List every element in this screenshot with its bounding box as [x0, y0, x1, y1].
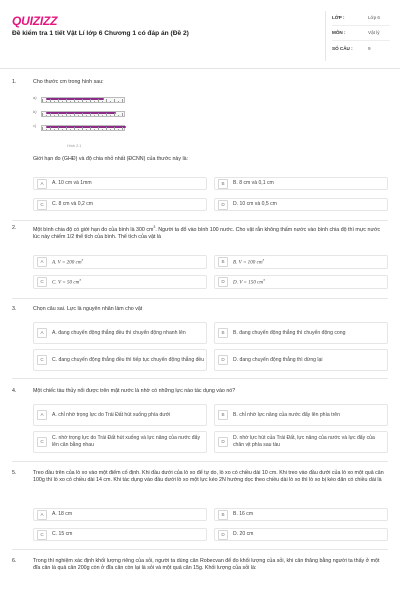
question-number: 6.	[12, 558, 17, 564]
ruler-tick	[82, 113, 83, 116]
question-text-start: Một bình chia độ có giới hạn đo của bình là 300 cm	[33, 226, 154, 233]
ruler-tick	[82, 99, 83, 102]
question-text: Trong thí nghiệm xác định khối lượng riêng của sỏi, người ta dùng cân Robecvan để đo khối lượng của sỏi, khi cân thăng bằng người ta thấy ở một đĩa cân là quả cân 200g còn ở đĩa cân còn lại là sỏi và một quả cân 15g. Khối lượng của sỏi là:	[33, 558, 380, 572]
ruler-tick	[70, 115, 71, 117]
ruler-tick	[78, 115, 79, 117]
option-text: A. 18 cm	[52, 511, 73, 518]
ruler-tick	[106, 99, 107, 102]
figure-label-b: b)	[33, 109, 37, 114]
ruler-tick	[66, 127, 67, 130]
ruler-tick	[106, 127, 107, 130]
option-key-b: B	[218, 410, 228, 420]
option-key-c: C	[37, 355, 47, 365]
ruler-tick	[82, 127, 83, 130]
option-key-d: D	[218, 530, 228, 540]
ruler-tick	[114, 113, 115, 116]
ruler-tick	[54, 115, 55, 117]
ruler-tick	[102, 101, 103, 103]
header-divider	[0, 68, 400, 69]
question-5	[12, 470, 388, 550]
option-key-a: A	[37, 328, 47, 338]
option-text: A. 10 cm và 1mm	[52, 180, 92, 187]
option-text: A. chỉ nhờ trọng lực do Trái Đất hút xuống phía dưới	[52, 411, 171, 418]
ruler-tick	[58, 113, 59, 116]
unit-exponent: 3	[79, 277, 82, 282]
ruler-tick	[66, 113, 67, 116]
figure-caption: Hình 2.1	[67, 144, 82, 148]
ruler-tick	[122, 127, 123, 130]
ruler-tick	[110, 129, 111, 131]
answer-option-a[interactable]	[33, 508, 207, 521]
ruler-tick	[58, 99, 59, 102]
option-formula: B. V = 100 cm	[233, 259, 263, 266]
option-text	[52, 258, 83, 266]
answer-option-c[interactable]	[33, 275, 207, 289]
question-divider	[12, 461, 388, 462]
meta-row-class	[332, 11, 390, 26]
ruler-tick	[118, 129, 119, 131]
page-title: Đề kiểm tra 1 tiết Vật Lí lớp 6 Chương 1 có đáp án (Đề 2)	[12, 30, 189, 37]
option-key-b: B	[218, 179, 228, 189]
answer-option-b[interactable]	[214, 508, 388, 521]
ruler-row-a	[33, 94, 125, 104]
option-formula: A. V = 200 cm	[52, 259, 82, 266]
ruler-tick	[90, 113, 91, 116]
option-text: C. đang chuyển động thẳng đều thì tiếp tục chuyển động thẳng đều	[52, 356, 205, 363]
ruler-tick	[74, 127, 75, 130]
question-number: 5.	[12, 470, 17, 476]
answer-option-a[interactable]	[33, 255, 207, 269]
option-key-d: D	[218, 277, 228, 287]
ruler-tick	[94, 115, 95, 117]
ruler-tick	[122, 99, 123, 102]
meta-subject-label: MÔN :	[332, 30, 346, 36]
ruler-tick	[54, 129, 55, 131]
ruler-tick	[94, 129, 95, 131]
question-text-end: . Người ta đổ vào bình 100 nước. Cho vật rắn không thấm nước vào bình chia độ thì mực nước lúc này chiếm 1/2 thể tích của bình. Thể tích của vật là	[33, 226, 381, 240]
ruler-tick	[110, 115, 111, 117]
answer-option-d[interactable]	[214, 528, 388, 541]
answer-option-b[interactable]	[214, 322, 388, 344]
answer-option-c[interactable]	[33, 198, 207, 211]
question-6	[12, 558, 388, 598]
ruler-tick	[102, 129, 103, 131]
option-text: C. 15 cm	[52, 531, 73, 538]
question-text: Một chiếc tàu thủy nổi được trên mặt nước là nhờ có những lực nào tác dụng vào nó?	[33, 388, 236, 394]
answer-option-a[interactable]	[33, 322, 207, 344]
option-text: A. đang chuyển động thẳng đều thì chuyển động nhanh lên	[52, 329, 186, 336]
ruler-tick	[62, 115, 63, 117]
ruler-tick	[78, 101, 79, 103]
answer-option-d[interactable]	[214, 275, 388, 289]
ruler-tick	[42, 99, 43, 102]
question-text: Treo đầu trên của lò xo vào một điểm cố định. Khi đầu dưới của lò xo để tự do, lò xo có chiều dài 10 cm. Khi treo vào đầu dưới của lò xo một quả cân 100g thì lò xo có chiều dài 14 cm. Khi tác dụng vào đầu dưới lò xo một lực kéo 2N hướng dọc theo chiều dài lò xo thì lò xo bị kéo dãn có chiều dài là	[33, 470, 384, 484]
ruler-tick	[90, 99, 91, 102]
option-text: B. 16 cm	[233, 511, 254, 518]
question-text: Chọn câu sai. Lực là nguyên nhân làm cho vật	[33, 306, 143, 312]
meta-info-box	[325, 11, 390, 61]
ruler-tick	[42, 127, 43, 130]
answer-option-b[interactable]	[214, 177, 388, 190]
option-text: C. nhờ trọng lực do Trái Đất hút xuống và lực nâng của nước đẩy lên cân bằng nhau	[52, 435, 201, 448]
option-key-b: B	[218, 510, 228, 520]
option-key-c: C	[37, 437, 47, 447]
answer-option-b[interactable]	[214, 255, 388, 269]
option-formula: C. V = 50 cm	[52, 279, 80, 286]
option-formula: D. V = 150 cm	[233, 279, 264, 286]
ruler-tick	[50, 113, 51, 116]
meta-class-value: Lớp 6	[368, 15, 380, 21]
option-key-a: A	[37, 410, 47, 420]
answer-option-c[interactable]	[33, 431, 207, 453]
answer-option-a[interactable]	[33, 404, 207, 426]
option-key-d: D	[218, 355, 228, 365]
option-key-b: B	[218, 257, 228, 267]
ruler-figure	[33, 94, 125, 154]
ruler-tick	[46, 129, 47, 131]
option-key-a: A	[37, 510, 47, 520]
option-text	[233, 258, 264, 266]
ruler-tick	[62, 129, 63, 131]
figure-label-c: c)	[33, 123, 37, 128]
ruler-tick	[70, 129, 71, 131]
answer-option-b[interactable]	[214, 404, 388, 426]
answer-option-d[interactable]	[214, 431, 388, 453]
option-text: D. đang chuyển động thẳng thì dừng lại	[233, 356, 323, 363]
ruler-tick	[114, 127, 115, 130]
quizizz-logo: QUIZIZZ	[12, 14, 58, 28]
option-key-d: D	[218, 437, 228, 447]
question-text: Giới hạn đo (GHĐ) và độ chia nhỏ nhất (ĐCNN) của thước này là:	[33, 156, 189, 162]
ruler-tick	[50, 99, 51, 102]
answer-option-d[interactable]	[214, 198, 388, 211]
ruler-image	[41, 125, 125, 131]
ruler-tick	[62, 101, 63, 103]
ruler-tick	[86, 101, 87, 103]
option-key-c: C	[37, 200, 47, 210]
ruler-tick	[118, 115, 119, 117]
option-text: B. 8 cm và 0,1 cm	[233, 180, 274, 187]
option-text: D. nhờ lực hút của Trái Đất, lực nâng của nước và lực đẩy của chân vịt phía sau tàu	[233, 435, 375, 448]
question-divider	[12, 220, 388, 221]
option-text	[52, 278, 81, 286]
option-key-a: A	[37, 257, 47, 267]
ruler-tick	[98, 127, 99, 130]
figure-label-a: a)	[33, 95, 37, 100]
ruler-tick	[74, 113, 75, 116]
question-3	[12, 306, 388, 386]
pencil-image	[46, 98, 104, 100]
option-text: B. đang chuyển động thẳng thì chuyển động cong	[233, 329, 346, 336]
ruler-image	[41, 97, 125, 103]
option-key-c: C	[37, 530, 47, 540]
ruler-tick	[110, 101, 111, 103]
ruler-row-c	[33, 122, 125, 132]
meta-row-subject	[332, 26, 390, 41]
answer-option-d[interactable]	[214, 349, 388, 371]
question-text	[33, 225, 385, 241]
ruler-tick	[78, 129, 79, 131]
meta-subject-value: Vật lý	[368, 30, 380, 36]
option-key-b: B	[218, 328, 228, 338]
unit-exponent: 3	[262, 257, 265, 262]
answer-option-c[interactable]	[33, 528, 207, 541]
ruler-tick	[106, 113, 107, 116]
ruler-tick	[90, 127, 91, 130]
ruler-tick	[98, 113, 99, 116]
question-divider	[12, 298, 388, 299]
unit-exponent: 3	[263, 277, 265, 282]
unit-exponent: 3	[81, 257, 84, 262]
ruler-tick	[42, 113, 43, 116]
question-4	[12, 388, 388, 468]
ruler-tick	[58, 127, 59, 130]
option-text: B. chỉ nhờ lực nâng của nước đẩy lên phía trên	[233, 411, 340, 418]
ruler-tick	[102, 115, 103, 117]
ruler-tick	[86, 115, 87, 117]
option-text: D. 20 cm	[233, 531, 254, 538]
question-intro: Cho thước cm trong hình sau:	[33, 79, 104, 85]
ruler-tick	[122, 113, 123, 116]
question-divider	[12, 549, 388, 550]
ruler-tick	[70, 101, 71, 103]
question-divider	[12, 378, 388, 379]
option-text	[233, 278, 265, 286]
ruler-image	[41, 111, 125, 117]
meta-count-label: SỐ CÂU :	[332, 45, 353, 51]
answer-option-a[interactable]	[33, 177, 207, 190]
option-key-c: C	[37, 277, 47, 287]
ruler-tick	[94, 101, 95, 103]
ruler-tick	[46, 115, 47, 117]
option-key-d: D	[218, 200, 228, 210]
unit-exponent: 3	[153, 225, 156, 229]
ruler-tick	[86, 129, 87, 131]
ruler-tick	[118, 101, 119, 103]
ruler-tick	[46, 101, 47, 103]
question-number: 2.	[12, 225, 17, 231]
ruler-tick	[98, 99, 99, 102]
ruler-row-b	[33, 108, 125, 118]
ruler-tick	[114, 99, 115, 102]
question-number: 3.	[12, 306, 17, 312]
page-header	[0, 0, 400, 70]
option-text: C. 8 cm và 0,2 cm	[52, 201, 94, 208]
question-2	[12, 225, 388, 319]
meta-row-count	[332, 41, 390, 56]
option-text: D. 10 cm và 0,5 cm	[233, 201, 277, 208]
ruler-tick	[74, 99, 75, 102]
ruler-tick	[66, 99, 67, 102]
question-1	[12, 79, 388, 224]
ruler-tick	[54, 101, 55, 103]
meta-count-value: 9	[368, 45, 371, 51]
option-key-a: A	[37, 179, 47, 189]
answer-option-c[interactable]	[33, 349, 207, 371]
ruler-tick	[50, 127, 51, 130]
meta-class-label: LỚP :	[332, 15, 345, 21]
question-number: 4.	[12, 388, 17, 394]
question-number: 1.	[12, 79, 17, 85]
